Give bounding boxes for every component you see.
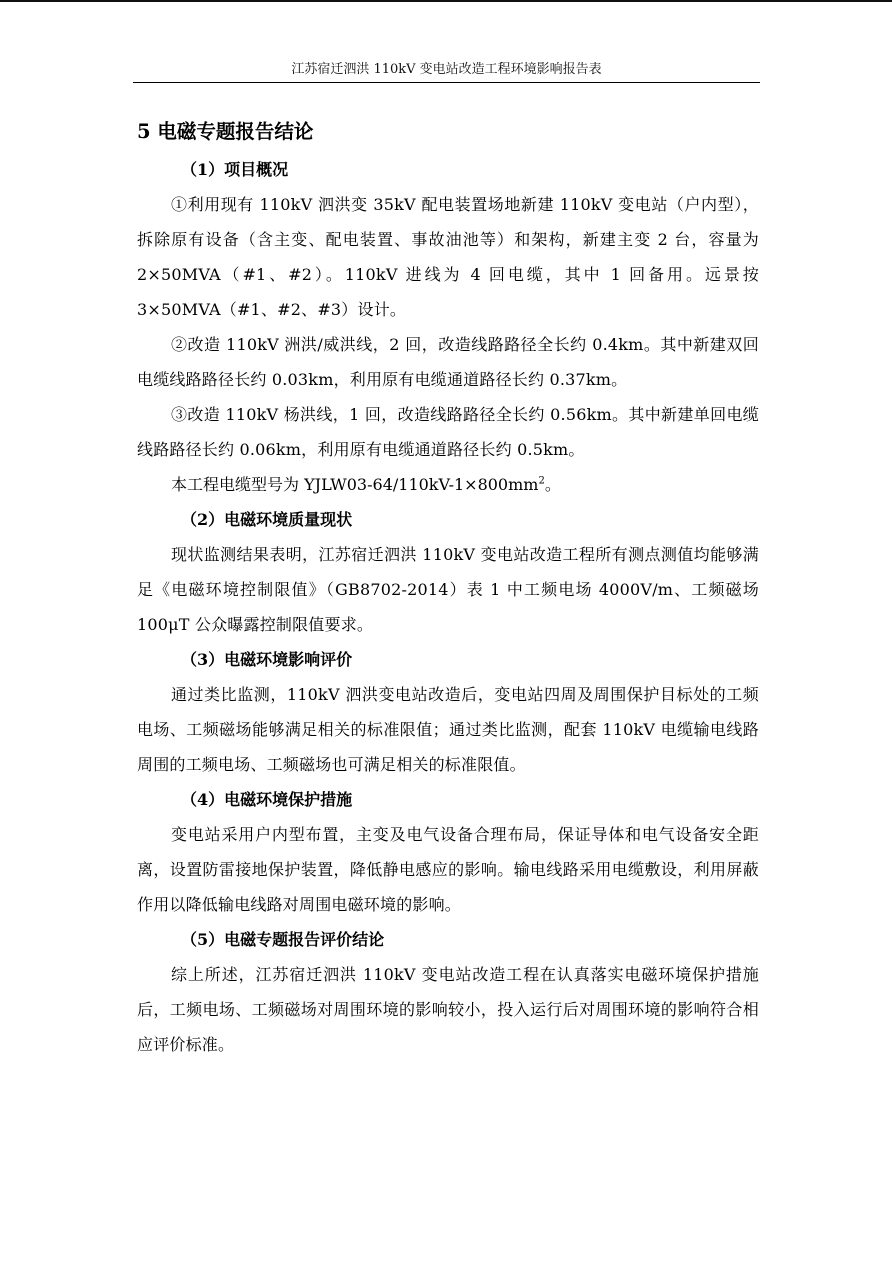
cable-model-end: 。 [544, 475, 561, 494]
subheading-project-overview: （1）项目概况 [181, 160, 289, 179]
paragraph-cable-model [137, 467, 759, 502]
paragraph-em-conclusion: 综上所述，江苏宿迁泗洪 110kV 变电站改造工程在认真落实电磁环境保护措施后，工频电场、工频磁场对周围环境的影响较小，投入运行后对周围环境的影响符合相应评价标准。 [137, 965, 759, 1054]
subheading-em-quality-status: （2）电磁环境质量现状 [181, 510, 353, 529]
paragraph-em-impact: 通过类比监测，110kV 泗洪变电站改造后，变电站四周及周围保护目标处的工频电场、工频磁场能够满足相关的标准限值；通过类比监测，配套 110kV 电缆输电线路周围的工频电场、工频磁场也可满足相关的标准限值。 [137, 685, 759, 774]
paragraph-overview-2: ②改造 110kV 洲洪/威洪线，2 回，改造线路路径全长约 0.4km。其中新建双回电缆线路路径长约 0.03km，利用原有电缆通道路径长约 0.37km。 [137, 335, 759, 389]
paragraph-overview-1: ①利用现有 110kV 泗洪变 35kV 配电装置场地新建 110kV 变电站（户内型），拆除原有设备（含主变、配电装置、事故油池等）和架构，新建主变 2 台，容量为 2×50MVA（#1、#2）。110kV 进线为 4 回电缆，其中 1 回备用。远景按 3×50MVA（#1、#2、#3）设计。 [137, 195, 759, 319]
paragraph-overview-3: ③改造 110kV 杨洪线，1 回，改造线路路径全长约 0.56km。其中新建单回电缆线路路径长约 0.06km，利用原有电缆通道路径长约 0.5km。 [137, 405, 759, 459]
cable-model-superscript: 2 [538, 475, 545, 487]
paragraph-em-protection: 变电站采用户内型布置，主变及电气设备合理布局，保证导体和电气设备安全距离，设置防雷接地保护装置，降低静电感应的影响。输电线路采用电缆敷设，利用屏蔽作用以降低输电线路对周围电磁环境的影响。 [137, 825, 759, 914]
page-top-border [0, 0, 892, 2]
running-header: 江苏宿迁泗洪 110kV 变电站改造工程环境影响报告表 [291, 62, 602, 77]
paragraph-em-quality: 现状监测结果表明，江苏宿迁泗洪 110kV 变电站改造工程所有测点测值均能够满足《电磁环境控制限值》（GB8702-2014）表 1 中工频电场 4000V/m、工频磁场 100μT 公众曝露控制限值要求。 [137, 545, 759, 634]
subheading-em-impact-evaluation: （3）电磁环境影响评价 [181, 650, 353, 669]
header-rule [133, 82, 760, 83]
page-body [137, 112, 759, 1062]
section-title: 5 电磁专题报告结论 [137, 120, 314, 143]
subheading-em-report-conclusion: （5）电磁专题报告评价结论 [181, 930, 385, 949]
cable-model-text: 本工程电缆型号为 YJLW03-64/110kV-1×800mm [171, 475, 539, 494]
subheading-em-protection-measures: （4）电磁环境保护措施 [181, 790, 353, 809]
